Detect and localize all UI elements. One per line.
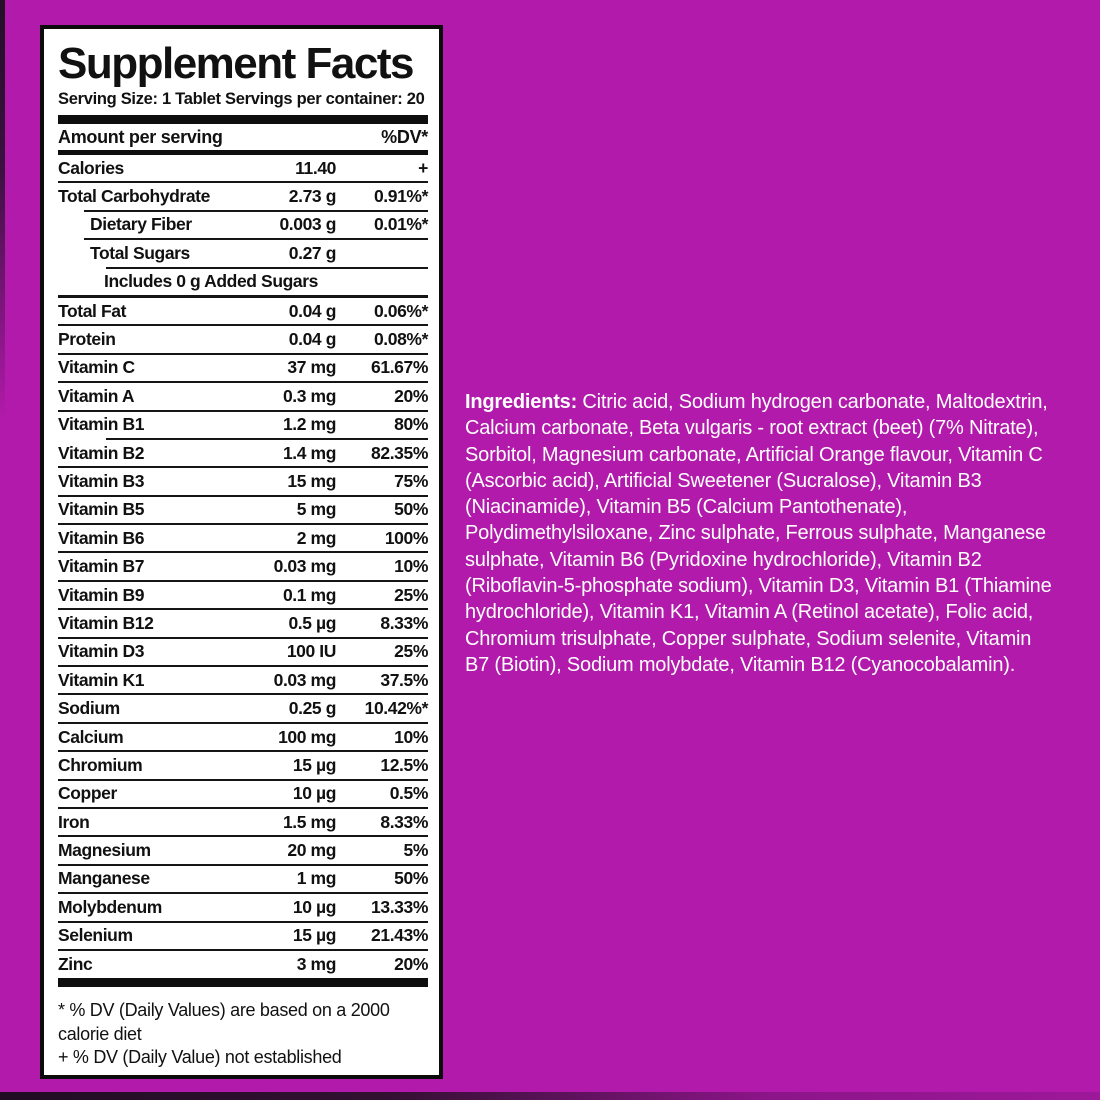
table-row [58, 553, 428, 579]
table-row [58, 610, 428, 636]
nutrient-name: Selenium [58, 925, 133, 946]
nutrient-dv: 5% [403, 840, 428, 861]
nutrient-dv: 0.01%* [373, 214, 428, 235]
nutrient-amount: 1.2 mg [282, 414, 336, 435]
ingredients-heading: Ingredients: [465, 391, 578, 413]
table-row [58, 155, 428, 181]
table-row [58, 412, 428, 438]
table-row [58, 667, 428, 693]
serving-size-line: Serving Size: 1 Tablet Servings per container: 20 [58, 90, 425, 108]
nutrient-name: Sodium [58, 698, 120, 719]
table-row [58, 923, 428, 949]
nutrient-dv: 80% [394, 414, 428, 435]
nutrient-amount: 5 mg [296, 499, 336, 520]
nutrient-name: Iron [58, 811, 90, 832]
nutrient-amount: 1.4 mg [282, 442, 336, 463]
nutrient-name: Calcium [58, 726, 124, 747]
separator-bar-top [58, 115, 428, 124]
footnote-daily-values: * % DV (Daily Values) are based on a 2000 calorie diet [58, 1000, 390, 1044]
nutrient-name: Dietary Fiber [90, 214, 192, 235]
nutrient-dv: 20% [394, 385, 428, 406]
panel-title: Supplement Facts [58, 39, 413, 88]
nutrient-amount: 20 mg [287, 840, 336, 861]
nutrient-name: Vitamin B2 [58, 442, 145, 463]
nutrient-amount: 15 µg [292, 925, 336, 946]
nutrient-amount: 15 µg [292, 754, 336, 775]
nutrient-amount: 0.03 mg [273, 669, 336, 690]
table-row [58, 525, 428, 551]
nutrient-name: Calories [58, 157, 124, 178]
nutrient-name: Vitamin B5 [58, 499, 145, 520]
nutrient-dv: 0.08%* [373, 329, 428, 350]
nutrient-dv: 100% [384, 527, 428, 548]
table-row [58, 866, 428, 892]
nutrient-amount: 37 mg [287, 357, 336, 378]
nutrient-amount: 0.04 g [288, 300, 336, 321]
table-row [58, 183, 428, 209]
nutrient-dv: 25% [394, 641, 428, 662]
nutrient-name: Includes 0 g Added Sugars [104, 271, 318, 292]
amount-per-serving-header: Amount per serving [58, 127, 223, 147]
nutrient-dv: 21.43% [371, 925, 428, 946]
nutrient-name: Zinc [58, 953, 93, 974]
nutrient-name: Vitamin B1 [58, 414, 145, 435]
nutrient-name: Protein [58, 329, 116, 350]
nutrient-amount: 2.73 g [288, 186, 336, 207]
nutrient-dv: 13.33% [371, 896, 428, 917]
nutrient-amount: 10 µg [292, 896, 336, 917]
nutrient-dv: 0.5% [389, 783, 428, 804]
nutrient-dv: 20% [394, 953, 428, 974]
dv-header: %DV* [381, 127, 428, 147]
separator-bar-bottom [58, 978, 428, 987]
nutrient-dv: 10% [394, 726, 428, 747]
nutrient-dv: 75% [394, 470, 428, 491]
nutrient-amount: 0.25 g [288, 698, 336, 719]
scan-edge-bottom [0, 1092, 1100, 1100]
nutrient-name: Vitamin K1 [58, 669, 145, 690]
footnote-not-established: + % DV (Daily Value) not established [58, 1047, 342, 1068]
nutrient-dv: 10.42%* [364, 698, 428, 719]
nutrient-dv: 25% [394, 584, 428, 605]
nutrient-name: Vitamin B9 [58, 584, 145, 605]
nutrient-name: Vitamin C [58, 357, 135, 378]
nutrient-name: Chromium [58, 754, 143, 775]
table-row [58, 468, 428, 494]
nutrient-amount: 0.27 g [288, 242, 336, 263]
nutrient-amount: 0.5 µg [288, 612, 336, 633]
nutrient-amount: 100 mg [278, 726, 336, 747]
nutrient-name: Vitamin A [58, 385, 135, 406]
table-row [58, 809, 428, 835]
footnotes [58, 999, 428, 1070]
nutrient-amount: 15 mg [287, 470, 336, 491]
nutrient-name: Total Carbohydrate [58, 186, 210, 207]
table-row [58, 298, 428, 324]
nutrient-dv: 8.33% [380, 811, 428, 832]
nutrient-amount: 100 IU [286, 641, 336, 662]
nutrient-name: Vitamin B12 [58, 612, 154, 633]
nutrient-amount: 0.03 mg [273, 556, 336, 577]
nutrient-amount: 11.40 [295, 157, 336, 178]
nutrient-amount: 0.1 mg [282, 584, 336, 605]
table-row [58, 440, 428, 466]
nutrient-table [58, 155, 428, 977]
nutrient-dv: 8.33% [380, 612, 428, 633]
nutrient-dv: 0.06%* [373, 300, 428, 321]
nutrient-name: Vitamin B3 [58, 470, 145, 491]
nutrient-name: Vitamin B7 [58, 556, 145, 577]
nutrient-amount: 10 µg [292, 783, 336, 804]
table-row [58, 240, 428, 266]
nutrient-dv: 10% [394, 556, 428, 577]
nutrient-dv: 82.35% [371, 442, 428, 463]
nutrient-dv: 12.5% [380, 754, 428, 775]
nutrient-amount: 1 mg [296, 868, 336, 889]
nutrient-amount: 0.003 g [279, 214, 336, 235]
nutrient-dv: 50% [394, 499, 428, 520]
ingredients-paragraph [465, 389, 1060, 678]
nutrient-dv: 61.67% [371, 357, 428, 378]
nutrient-name: Magnesium [58, 840, 151, 861]
nutrient-name: Vitamin B6 [58, 527, 145, 548]
table-row [58, 497, 428, 523]
nutrient-amount: 1.5 mg [282, 811, 336, 832]
table-row [58, 355, 428, 381]
nutrient-amount: 2 mg [296, 527, 336, 548]
nutrient-dv: + [418, 157, 428, 178]
table-header-row [58, 125, 428, 150]
table-row [58, 752, 428, 778]
scan-edge-left [0, 0, 5, 420]
table-row [58, 894, 428, 920]
table-row [58, 269, 428, 295]
table-row [58, 951, 428, 977]
table-row [58, 326, 428, 352]
table-row [58, 639, 428, 665]
table-row [58, 724, 428, 750]
table-row [58, 781, 428, 807]
nutrient-dv: 0.91%* [373, 186, 428, 207]
nutrient-name: Molybdenum [58, 896, 162, 917]
table-row [58, 837, 428, 863]
table-row [58, 383, 428, 409]
nutrient-amount: 0.04 g [288, 329, 336, 350]
nutrient-name: Manganese [58, 868, 150, 889]
nutrient-name: Vitamin D3 [58, 641, 145, 662]
ingredients-text: Citric acid, Sodium hydrogen carbonate, Maltodextrin, Calcium carbonate, Beta vulgaris - root extract (beet) (7% Nitrate), Sorbitol, Magnesium carbonate, Artificial Orange flavour, Vitamin C (Ascorbic acid), Artificial Sweetener (Sucralose), Vitamin B3 (Niacinamide), Vitamin B5 (Calcium Pantothenate), Polydimethylsiloxane, Zinc sulphate, Ferrous sulphate, Manganese sulphate, Vitamin B6 (Pyridoxine hydrochloride), Vitamin B2 (Riboflavin-5-phosphate sodium), Vitamin D3, Vitamin B1 (Thiamine hydrochloride), Vitamin K1, Vitamin A (Retinol acetate), Folic acid, Chromium trisulphate, Copper sulphate, Sodium selenite, Vitamin B7 (Biotin), Sodium molybdate, Vitamin B12 (Cyanocobalamin). [465, 391, 1052, 676]
nutrient-dv: 37.5% [380, 669, 428, 690]
nutrient-name: Total Fat [58, 300, 127, 321]
nutrient-name: Total Sugars [90, 242, 190, 263]
nutrient-amount: 0.3 mg [282, 385, 336, 406]
nutrient-amount: 3 mg [296, 953, 336, 974]
table-row [58, 212, 428, 238]
nutrient-dv: 50% [394, 868, 428, 889]
table-row [58, 582, 428, 608]
supplement-facts-panel [40, 25, 443, 1079]
nutrient-name: Copper [58, 783, 117, 804]
table-row [58, 695, 428, 721]
